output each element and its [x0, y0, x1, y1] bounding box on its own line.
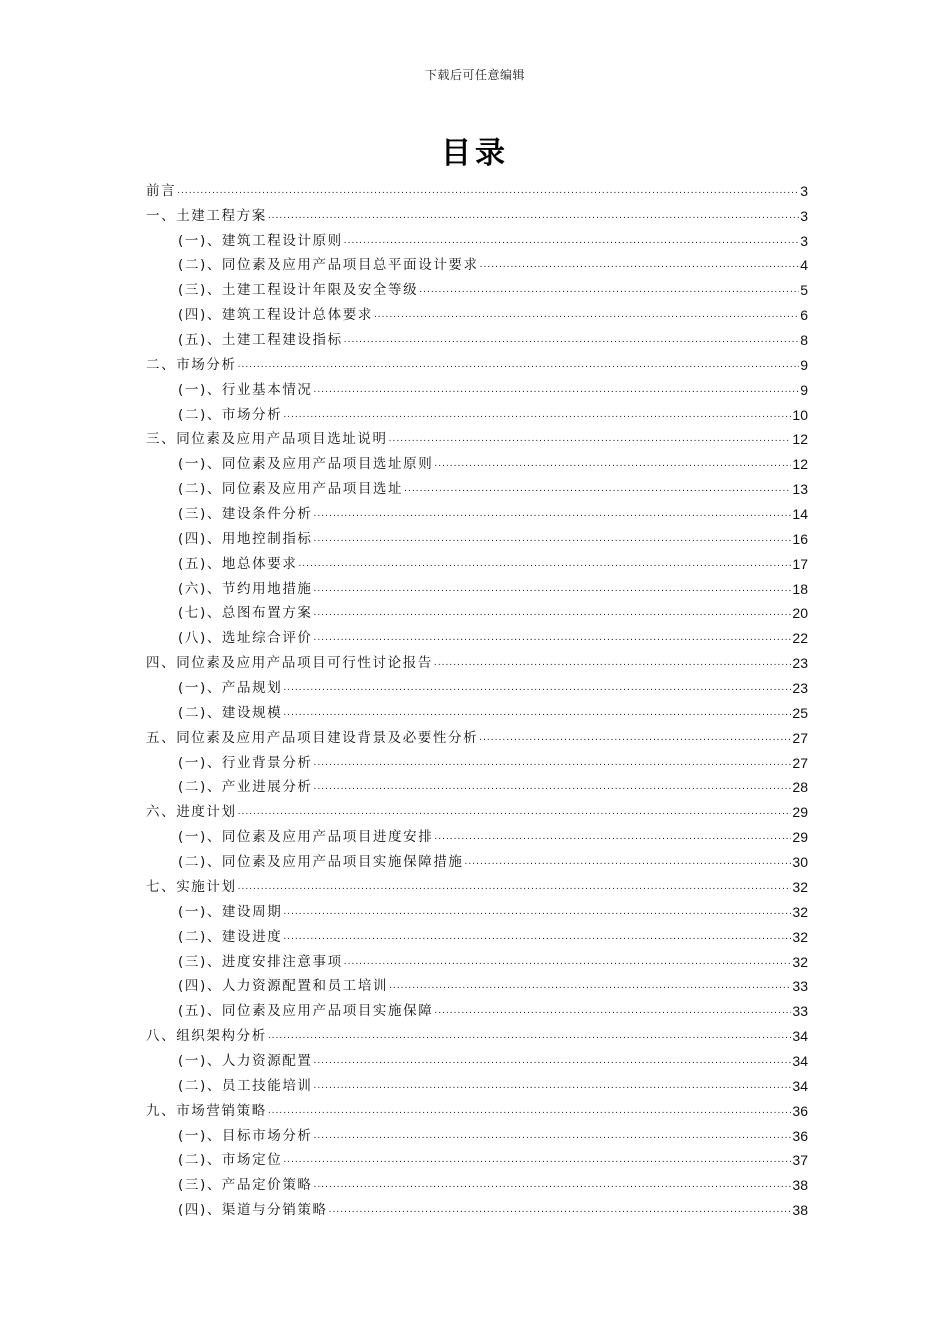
toc-page-number: 36 — [792, 1127, 808, 1144]
toc-dot-leader — [404, 485, 791, 494]
toc-entry-title: 三、同位素及应用产品项目选址说明 — [146, 431, 388, 448]
toc-entry-title: (三)、进度安排注意事项 — [178, 953, 343, 970]
toc-entry-title: (二)、建设规模 — [178, 704, 283, 721]
toc-entry-title: (二)、员工技能培训 — [178, 1077, 313, 1094]
toc-dot-leader — [434, 1007, 791, 1016]
toc-entry-title: (三)、产品定价策略 — [178, 1177, 313, 1194]
toc-entry-title: (四)、人力资源配置和员工培训 — [178, 978, 389, 995]
toc-entry-title: (五)、地总体要求 — [178, 555, 298, 572]
toc-page-number: 37 — [792, 1152, 808, 1169]
toc-entry-title: 七、实施计划 — [146, 878, 237, 895]
toc-page-number: 13 — [792, 481, 808, 498]
toc-page-number: 10 — [792, 406, 808, 423]
toc-entry-title: 九、市场营销策略 — [146, 1102, 267, 1119]
toc-entry[interactable] — [146, 647, 808, 672]
toc-page-number: 4 — [800, 257, 808, 274]
toc-dot-leader — [238, 361, 800, 370]
toc-page-number: 33 — [792, 978, 808, 995]
toc-entry-title: (一)、建筑工程设计原则 — [178, 232, 343, 249]
toc-page-number: 12 — [792, 456, 808, 473]
toc-entry-title: (四)、渠道与分销策略 — [178, 1202, 328, 1219]
toc-dot-leader — [389, 435, 792, 444]
toc-dot-leader — [283, 709, 791, 718]
toc-subentry[interactable] — [146, 548, 808, 573]
toc-dot-leader — [283, 933, 791, 942]
toc-subentry[interactable] — [146, 1169, 808, 1194]
toc-dot-leader — [329, 1206, 792, 1215]
toc-entry[interactable] — [146, 424, 808, 449]
toc-page-number: 20 — [792, 605, 808, 622]
table-of-contents — [146, 175, 808, 1219]
toc-subentry[interactable] — [146, 1070, 808, 1095]
toc-entry-title: (一)、建设周期 — [178, 903, 283, 920]
toc-subentry[interactable] — [146, 573, 808, 598]
toc-dot-leader — [480, 261, 800, 270]
toc-dot-leader — [283, 684, 791, 693]
toc-entry-title: (一)、行业基本情况 — [178, 381, 313, 398]
toc-subentry[interactable] — [146, 374, 808, 399]
toc-entry-title: (二)、市场定位 — [178, 1152, 283, 1169]
toc-page-number: 3 — [800, 182, 808, 199]
toc-subentry[interactable] — [146, 896, 808, 921]
toc-dot-leader — [314, 759, 792, 768]
toc-dot-leader — [374, 311, 799, 320]
toc-dot-leader — [268, 1107, 792, 1116]
toc-entry-title: 四、同位素及应用产品项目可行性讨论报告 — [146, 655, 433, 672]
toc-dot-leader — [314, 609, 792, 618]
toc-entry-title: 六、进度计划 — [146, 804, 237, 821]
toc-page-number: 29 — [792, 804, 808, 821]
toc-entry[interactable] — [146, 1020, 808, 1045]
toc-page-number: 32 — [792, 928, 808, 945]
toc-dot-leader — [389, 982, 791, 991]
toc-page-number: 3 — [800, 207, 808, 224]
toc-subentry[interactable] — [146, 772, 808, 797]
toc-page-number: 23 — [792, 680, 808, 697]
toc-page-number: 27 — [792, 729, 808, 746]
toc-subentry[interactable] — [146, 1120, 808, 1145]
toc-subentry[interactable] — [146, 821, 808, 846]
toc-dot-leader — [238, 808, 792, 817]
toc-subentry[interactable] — [146, 946, 808, 971]
toc-page-number: 27 — [792, 754, 808, 771]
toc-entry[interactable] — [146, 349, 808, 374]
toc-subentry[interactable] — [146, 473, 808, 498]
toc-entry-title: (八)、选址综合评价 — [178, 630, 313, 647]
toc-page-number: 16 — [792, 530, 808, 547]
toc-entry-title: 二、市场分析 — [146, 356, 237, 373]
toc-dot-leader — [479, 734, 791, 743]
toc-entry-title: (二)、同位素及应用产品项目实施保障措施 — [178, 854, 464, 871]
toc-subentry[interactable] — [146, 399, 808, 424]
toc-entry[interactable] — [146, 200, 808, 225]
toc-page-number: 17 — [792, 555, 808, 572]
toc-subentry[interactable] — [146, 448, 808, 473]
toc-dot-leader — [344, 958, 792, 967]
toc-dot-leader — [283, 908, 791, 917]
toc-entry-title: (三)、土建工程设计年限及安全等级 — [178, 282, 419, 299]
toc-subentry[interactable] — [146, 1194, 808, 1219]
toc-page-number: 32 — [792, 953, 808, 970]
toc-subentry[interactable] — [146, 274, 808, 299]
toc-dot-leader — [314, 535, 792, 544]
toc-dot-leader — [283, 411, 791, 420]
toc-page-number: 6 — [800, 307, 808, 324]
toc-entry-title: (五)、同位素及应用产品项目实施保障 — [178, 1003, 434, 1020]
toc-subentry[interactable] — [146, 523, 808, 548]
page-title: 目录 — [441, 136, 509, 171]
toc-subentry[interactable] — [146, 846, 808, 871]
toc-entry-title: (六)、节约用地措施 — [178, 580, 313, 597]
toc-subentry[interactable] — [146, 250, 808, 275]
toc-entry-title: 五、同位素及应用产品项目建设背景及必要性分析 — [146, 729, 479, 746]
toc-entry-title: (二)、同位素及应用产品项目选址 — [178, 481, 404, 498]
toc-dot-leader — [434, 460, 791, 469]
toc-entry-title: (一)、同位素及应用产品项目选址原则 — [178, 456, 434, 473]
toc-subentry[interactable] — [146, 225, 808, 250]
toc-subentry[interactable] — [146, 1045, 808, 1070]
toc-dot-leader — [314, 783, 792, 792]
toc-entry-title: 八、组织架构分析 — [146, 1028, 267, 1045]
toc-subentry[interactable] — [146, 622, 808, 647]
toc-entry-title: (一)、人力资源配置 — [178, 1052, 313, 1069]
toc-entry-title: (一)、目标市场分析 — [178, 1127, 313, 1144]
toc-entry-title: (二)、建设进度 — [178, 928, 283, 945]
toc-subentry[interactable] — [146, 747, 808, 772]
toc-dot-leader — [314, 1082, 792, 1091]
toc-subentry[interactable] — [146, 995, 808, 1020]
toc-entry-title: (七)、总图布置方案 — [178, 605, 313, 622]
toc-page-number: 28 — [792, 779, 808, 796]
toc-dot-leader — [283, 1156, 791, 1165]
toc-dot-leader — [268, 212, 799, 221]
toc-page-number: 5 — [800, 282, 808, 299]
toc-page-number: 29 — [792, 829, 808, 846]
toc-subentry[interactable] — [146, 921, 808, 946]
toc-dot-leader — [314, 1057, 792, 1066]
toc-page-number: 32 — [792, 903, 808, 920]
toc-dot-leader — [314, 386, 800, 395]
toc-dot-leader — [314, 1181, 792, 1190]
toc-dot-leader — [298, 560, 791, 569]
toc-entry-title: (一)、产品规划 — [178, 680, 283, 697]
toc-page-number: 36 — [792, 1102, 808, 1119]
toc-entry-title: (一)、行业背景分析 — [178, 754, 313, 771]
toc-dot-leader — [314, 1132, 792, 1141]
toc-entry-title: (一)、同位素及应用产品项目进度安排 — [178, 829, 434, 846]
toc-page-number: 9 — [800, 356, 808, 373]
toc-entry[interactable] — [146, 796, 808, 821]
toc-subentry[interactable] — [146, 498, 808, 523]
page-header: 下载后可任意编辑 — [424, 68, 525, 82]
toc-subentry[interactable] — [146, 299, 808, 324]
toc-dot-leader — [177, 187, 799, 196]
toc-dot-leader — [314, 510, 792, 519]
toc-entry-title: (四)、建筑工程设计总体要求 — [178, 307, 373, 324]
toc-page-number: 12 — [792, 431, 808, 448]
toc-subentry[interactable] — [146, 697, 808, 722]
toc-entry-title: (二)、市场分析 — [178, 406, 283, 423]
toc-dot-leader — [434, 659, 792, 668]
toc-entry-title: (四)、用地控制指标 — [178, 530, 313, 547]
toc-dot-leader — [268, 1032, 792, 1041]
toc-page-number: 8 — [800, 332, 808, 349]
toc-page-number: 3 — [800, 232, 808, 249]
toc-page-number: 18 — [792, 580, 808, 597]
toc-entry[interactable] — [146, 175, 808, 200]
toc-page-number: 32 — [792, 878, 808, 895]
toc-entry-title: (五)、土建工程建设指标 — [178, 332, 343, 349]
toc-subentry[interactable] — [146, 971, 808, 996]
toc-dot-leader — [344, 336, 799, 345]
toc-dot-leader — [465, 858, 792, 867]
toc-page-number: 23 — [792, 655, 808, 672]
toc-entry-title: 一、土建工程方案 — [146, 207, 267, 224]
toc-subentry[interactable] — [146, 1145, 808, 1170]
toc-dot-leader — [434, 833, 791, 842]
toc-entry[interactable] — [146, 871, 808, 896]
toc-page-number: 14 — [792, 506, 808, 523]
toc-entry-title: (二)、同位素及应用产品项目总平面设计要求 — [178, 257, 479, 274]
toc-entry-title: (二)、产业进展分析 — [178, 779, 313, 796]
toc-entry-title: (三)、建设条件分析 — [178, 506, 313, 523]
toc-page-number: 22 — [792, 630, 808, 647]
toc-dot-leader — [419, 286, 799, 295]
toc-page-number: 38 — [792, 1202, 808, 1219]
toc-page-number: 25 — [792, 704, 808, 721]
toc-page-number: 30 — [792, 854, 808, 871]
toc-page-number: 38 — [792, 1177, 808, 1194]
toc-subentry[interactable] — [146, 324, 808, 349]
toc-dot-leader — [314, 634, 792, 643]
toc-page-number: 9 — [800, 381, 808, 398]
toc-dot-leader — [344, 237, 799, 246]
toc-entry[interactable] — [146, 1095, 808, 1120]
toc-page-number: 34 — [792, 1077, 808, 1094]
toc-dot-leader — [314, 585, 792, 594]
toc-subentry[interactable] — [146, 672, 808, 697]
toc-page-number: 33 — [792, 1003, 808, 1020]
toc-entry-title: 前言 — [146, 182, 177, 199]
toc-dot-leader — [238, 883, 792, 892]
toc-subentry[interactable] — [146, 598, 808, 623]
toc-entry[interactable] — [146, 722, 808, 747]
toc-page-number: 34 — [792, 1052, 808, 1069]
toc-page-number: 34 — [792, 1028, 808, 1045]
